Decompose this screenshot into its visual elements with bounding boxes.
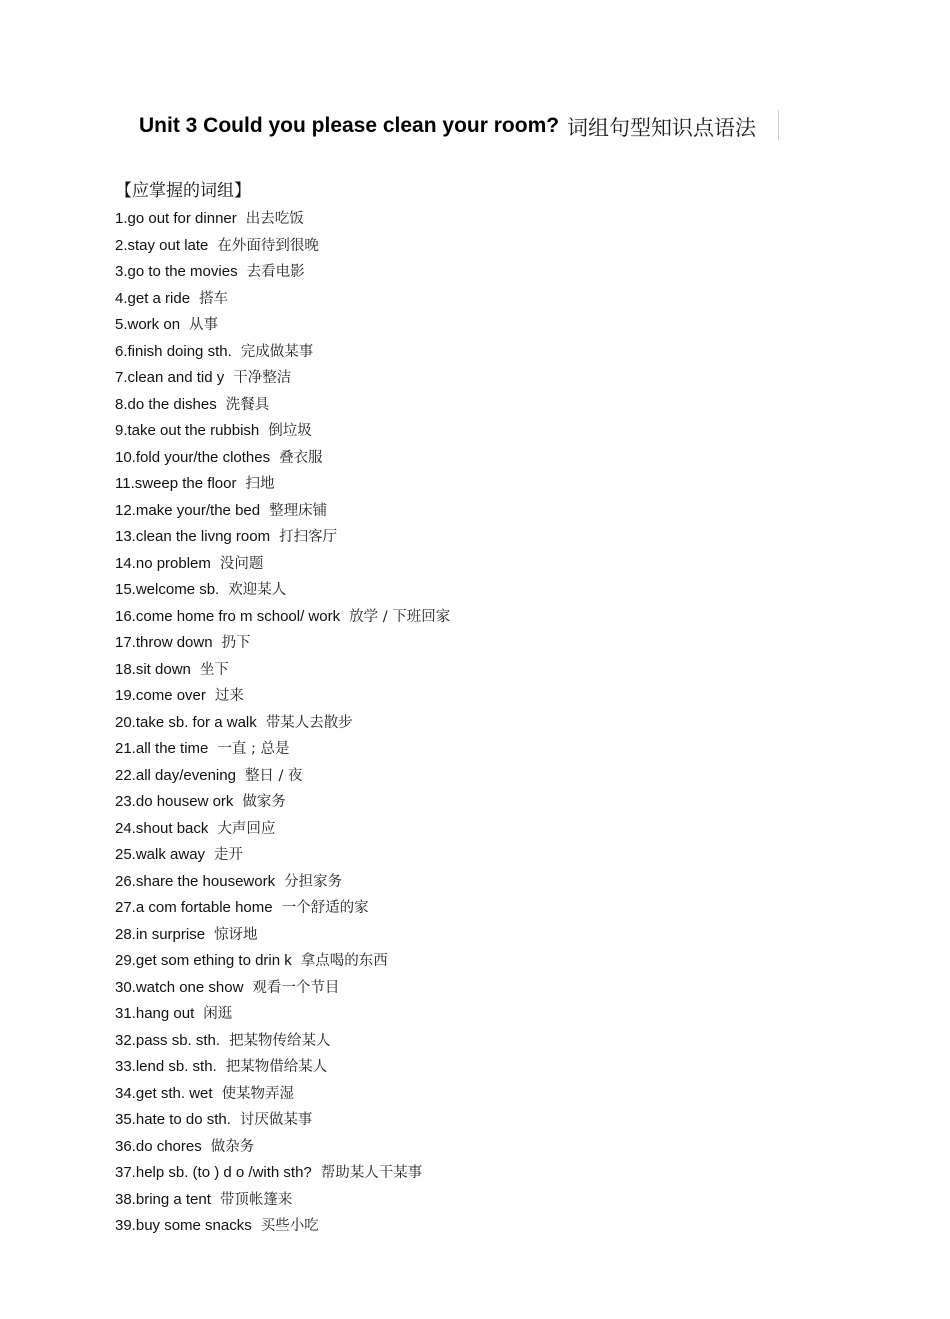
list-item: [115, 842, 450, 869]
phrase-english: 37.help sb. (to ) d o /with sth?: [115, 1164, 312, 1181]
list-item: [115, 365, 450, 392]
list-item: [115, 498, 450, 525]
phrase-chinese: 过来: [214, 688, 244, 704]
phrase-english: 5.work on: [115, 316, 181, 333]
phrase-chinese: 做家务: [242, 794, 286, 810]
phrase-chinese: 扔下: [221, 635, 251, 651]
phrase-english: 3.go to the movies: [115, 263, 238, 280]
phrase-english: 30.watch one show: [115, 978, 244, 996]
phrase-chinese: 带某人去散步: [265, 714, 353, 731]
list-item: [115, 763, 450, 790]
phrase-english: 36.do chores: [115, 1137, 202, 1155]
phrase-chinese: 一直 ; 总是: [217, 741, 290, 757]
page-title: Unit 3 Could you please clean your room?: [139, 114, 560, 137]
phrase-english: 10.fold your/the clothes: [115, 448, 271, 466]
list-item: [115, 206, 450, 233]
phrase-english: 22.all day/evening: [115, 766, 236, 784]
list-item: [115, 1028, 450, 1055]
phrase-chinese: 打扫客厅: [279, 529, 338, 545]
list-item: [115, 445, 450, 472]
phrase-chinese: 分担家务: [284, 873, 343, 890]
list-item: [115, 948, 450, 975]
phrase-chinese: 做杂务: [210, 1138, 255, 1155]
phrase-chinese: 闲逛: [203, 1006, 233, 1022]
phrase-chinese: 搭车: [199, 290, 229, 307]
list-item: [115, 710, 450, 737]
phrase-chinese: 叠衣服: [279, 449, 323, 466]
list-item: [115, 657, 450, 684]
list-item: [115, 604, 450, 631]
phrase-chinese: 倒垃圾: [268, 423, 312, 439]
phrase-english: 1.go out for dinner: [115, 210, 237, 227]
phrase-english: 9.take out the rubbish: [115, 422, 260, 439]
phrase-chinese: 把某物借给某人: [225, 1059, 328, 1075]
phrase-chinese: 洗餐具: [225, 396, 270, 413]
list-item: [115, 1054, 450, 1081]
phrase-english: 38.bring a tent: [115, 1190, 211, 1208]
list-item: [115, 577, 450, 604]
list-item: [115, 1160, 450, 1187]
phrase-english: 18.sit down: [115, 660, 191, 678]
phrase-english: 20.take sb. for a walk: [115, 713, 257, 731]
phrase-chinese: 扫地: [245, 476, 275, 492]
list-item: [115, 816, 450, 843]
title-row: [139, 110, 779, 142]
list-item: [115, 259, 450, 286]
phrase-chinese: 整日 / 夜: [244, 767, 303, 784]
title-divider: [778, 110, 779, 140]
list-item: [115, 630, 450, 657]
list-item: [115, 524, 450, 551]
phrase-english: 28.in surprise: [115, 925, 206, 943]
phrase-chinese: 干净整洁: [233, 370, 292, 386]
list-item: [115, 471, 450, 498]
phrase-english: 11.sweep the floor: [115, 475, 237, 492]
phrase-chinese: 观看一个节目: [252, 979, 340, 996]
phrase-chinese: 买些小吃: [260, 1218, 319, 1234]
phrase-english: 29.get som ething to drin k: [115, 952, 292, 969]
list-item: [115, 1213, 450, 1240]
phrase-chinese: 从事: [189, 317, 219, 333]
phrase-english: 31.hang out: [115, 1005, 195, 1022]
phrase-chinese: 欢迎某人: [228, 582, 287, 598]
phrase-english: 2.stay out late: [115, 236, 209, 254]
phrase-english: 4.get a ride: [115, 289, 191, 307]
phrase-chinese: 一个舒适的家: [281, 900, 369, 916]
list-item: [115, 286, 450, 313]
page-title-chinese: 词组句型知识点语法: [567, 116, 756, 140]
list-item: [115, 1081, 450, 1108]
phrase-english: 25.walk away: [115, 846, 206, 863]
phrase-english: 19.come over: [115, 687, 206, 704]
list-item: [115, 922, 450, 949]
phrase-english: 16.come home fro m school/ work: [115, 607, 341, 625]
phrase-chinese: 去看电影: [246, 264, 305, 280]
phrase-english: 39.buy some snacks: [115, 1217, 252, 1234]
phrase-chinese: 在外面待到很晚: [217, 237, 319, 254]
phrase-chinese: 帮助某人干某事: [320, 1165, 423, 1181]
section-heading: 【应掌握的词组】: [115, 181, 251, 201]
phrase-english: 33.lend sb. sth.: [115, 1058, 217, 1075]
phrase-english: 21.all the time: [115, 740, 209, 757]
phrase-chinese: 惊讶地: [214, 926, 258, 943]
phrase-list: [115, 206, 450, 1240]
phrase-chinese: 拿点喝的东西: [300, 953, 388, 969]
list-item: [115, 1001, 450, 1028]
list-item: [115, 895, 450, 922]
phrase-chinese: 大声回应: [217, 820, 276, 837]
list-item: [115, 736, 450, 763]
phrase-chinese: 使某物弄湿: [221, 1085, 295, 1102]
list-item: [115, 339, 450, 366]
list-item: [115, 1107, 450, 1134]
phrase-chinese: 带顶帐篷来: [219, 1191, 293, 1208]
list-item: [115, 392, 450, 419]
phrase-chinese: 把某物传给某人: [229, 1032, 331, 1049]
phrase-english: 8.do the dishes: [115, 395, 217, 413]
phrase-chinese: 整理床铺: [269, 502, 328, 519]
phrase-english: 13.clean the livng room: [115, 528, 271, 545]
phrase-english: 14.no problem: [115, 554, 211, 572]
phrase-chinese: 走开: [214, 847, 244, 863]
phrase-english: 26.share the housework: [115, 872, 276, 890]
phrase-english: 6.finish doing sth.: [115, 342, 232, 360]
list-item: [115, 789, 450, 816]
phrase-chinese: 讨厌做某事: [239, 1112, 313, 1128]
phrase-chinese: 放学 / 下班回家: [349, 608, 451, 625]
phrase-english: 35.hate to do sth.: [115, 1111, 231, 1128]
list-item: [115, 312, 450, 339]
phrase-chinese: 坐下: [199, 661, 229, 678]
phrase-english: 23.do housew ork: [115, 793, 234, 810]
list-item: [115, 683, 450, 710]
phrase-english: 7.clean and tid y: [115, 369, 225, 386]
phrase-english: 24.shout back: [115, 819, 209, 837]
list-item: [115, 1187, 450, 1214]
phrase-english: 32.pass sb. sth.: [115, 1031, 221, 1049]
list-item: [115, 869, 450, 896]
phrase-chinese: 没问题: [219, 555, 264, 572]
list-item: [115, 418, 450, 445]
phrase-english: 17.throw down: [115, 634, 213, 651]
phrase-english: 15.welcome sb.: [115, 581, 220, 598]
phrase-chinese: 出去吃饭: [245, 211, 304, 227]
list-item: [115, 975, 450, 1002]
phrase-english: 12.make your/the bed: [115, 501, 261, 519]
phrase-english: 34.get sth. wet: [115, 1084, 213, 1102]
phrase-chinese: 完成做某事: [240, 343, 314, 360]
list-item: [115, 1134, 450, 1161]
list-item: [115, 551, 450, 578]
list-item: [115, 233, 450, 260]
phrase-english: 27.a com fortable home: [115, 899, 273, 916]
